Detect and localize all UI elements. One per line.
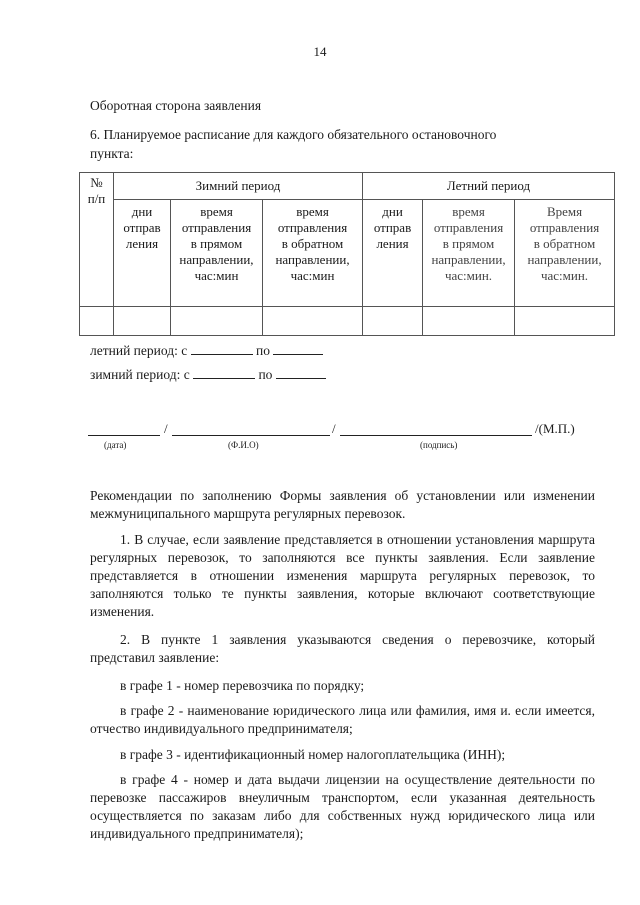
- header-line: дни: [382, 204, 403, 219]
- fio-caption: (Ф.И.О): [228, 440, 259, 450]
- summer-days-header: [363, 200, 423, 307]
- header-line: дни: [131, 204, 153, 219]
- table-cell[interactable]: [80, 307, 114, 336]
- page-number: 14: [313, 44, 327, 59]
- paragraph-text: в графе 3 - идентификационный номер налогоплательщика (ИНН);: [120, 747, 506, 762]
- schedule-table: [79, 172, 615, 336]
- header-line: отправления: [181, 220, 252, 235]
- paragraph-text: в графе 1 - номер перевозчика по порядку;: [120, 678, 365, 693]
- separator-slash: /: [332, 421, 336, 436]
- section-6-title-line-1: 6. Планируемое расписание для каждого обязательного остановочного: [90, 127, 497, 142]
- header-line: час:мин.: [444, 268, 493, 283]
- summer-period-header: Летний период: [363, 173, 615, 200]
- summer-period-line: [90, 342, 323, 359]
- header-line: время: [200, 204, 233, 219]
- header-line: время: [452, 204, 485, 219]
- paragraph-text: 1. В случае, если заявление представляется в отношении установления маршрута регулярных перевозок, то заполняются все пункты заявления. Если заявление представляется в отношении изменения маршрута регулярных перевозок, то заполняются только те пункты заявления, которые включают соответствующие изменения.: [90, 532, 595, 619]
- header-line: в обратном: [281, 236, 344, 251]
- recommendation-paragraph-1: [90, 531, 595, 621]
- header-line: направлении,: [179, 252, 254, 267]
- table-cell[interactable]: [171, 307, 263, 336]
- summer-to-label: по: [255, 343, 270, 358]
- paragraph-text: Рекомендации по заполнению Формы заявления об установлении или изменении межмуниципального маршрута регулярных перевозок.: [90, 488, 595, 521]
- table-cell[interactable]: [114, 307, 171, 336]
- number-header-line-1: №: [90, 175, 103, 190]
- header-line: в прямом: [442, 236, 495, 251]
- summer-period-label: летний период: с: [90, 343, 188, 358]
- header-line: отправления: [529, 220, 600, 235]
- summer-start-field[interactable]: [191, 342, 253, 355]
- header-line: ления: [125, 236, 159, 251]
- header-line: направлении,: [431, 252, 506, 267]
- number-header-line-2: п/п: [87, 191, 106, 206]
- column-4-note: [90, 771, 595, 843]
- summer-return-time-header: [515, 200, 615, 307]
- page-heading: Оборотная сторона заявления: [90, 98, 262, 113]
- header-line: отправления: [277, 220, 348, 235]
- header-line: направлении,: [275, 252, 350, 267]
- paragraph-text: 2. В пункте 1 заявления указываются сведения о перевозчике, который представил заявление:: [90, 632, 595, 665]
- winter-start-field[interactable]: [193, 366, 255, 379]
- header-line: отправ: [123, 220, 161, 235]
- winter-end-field[interactable]: [276, 366, 326, 379]
- header-line: время: [296, 204, 329, 219]
- number-header: [80, 173, 114, 307]
- table-cell[interactable]: [363, 307, 423, 336]
- header-line: Время: [546, 204, 583, 219]
- header-line: час:мин.: [540, 268, 589, 283]
- summer-end-field[interactable]: [273, 342, 323, 355]
- winter-period-label: зимний период: с: [90, 367, 190, 382]
- header-line: в обратном: [533, 236, 596, 251]
- table-cell[interactable]: [423, 307, 515, 336]
- recommendations-title: [90, 487, 595, 523]
- header-line: в прямом: [190, 236, 243, 251]
- fio-field-line[interactable]: [172, 435, 330, 436]
- column-1-note: [90, 677, 595, 695]
- paragraph-text: в графе 2 - наименование юридического лица или фамилия, имя и. если имеется, отчество индивидуального предпринимателя;: [90, 703, 595, 736]
- winter-period-header: Зимний период: [114, 173, 363, 200]
- header-line: ления: [376, 236, 409, 251]
- date-caption: (дата): [104, 440, 127, 450]
- header-line: отправ: [373, 220, 412, 235]
- column-2-note: [90, 702, 595, 738]
- section-6-title-line-2: пункта:: [90, 146, 134, 161]
- stamp-label: /(М.П.): [535, 421, 575, 436]
- winter-period-line: [90, 366, 326, 383]
- header-line: час:мин: [194, 268, 239, 283]
- winter-days-header: [114, 200, 171, 307]
- paragraph-text: в графе 4 - номер и дата выдачи лицензии на осуществление деятельности по перевозке пассажиров внеуличным транспортом, если указанная деятельность осуществляется по заказам либо для собственных нужд юридического лица или индивидуального предпринимателя);: [90, 772, 595, 841]
- winter-forward-time-header: [171, 200, 263, 307]
- empty-table-row: [80, 307, 615, 336]
- column-3-note: [90, 746, 595, 764]
- header-line: час:мин: [290, 268, 335, 283]
- separator-slash: /: [164, 421, 168, 436]
- winter-return-time-header: [263, 200, 363, 307]
- header-line: отправления: [433, 220, 504, 235]
- signature-field-line[interactable]: [340, 435, 532, 436]
- signature-caption: (подпись): [420, 440, 458, 450]
- table-cell[interactable]: [515, 307, 615, 336]
- header-line: направлении,: [527, 252, 602, 267]
- recommendation-paragraph-2: [90, 631, 595, 667]
- winter-to-label: по: [258, 367, 273, 382]
- table-cell[interactable]: [263, 307, 363, 336]
- summer-forward-time-header: [423, 200, 515, 307]
- date-field-line[interactable]: [88, 435, 160, 436]
